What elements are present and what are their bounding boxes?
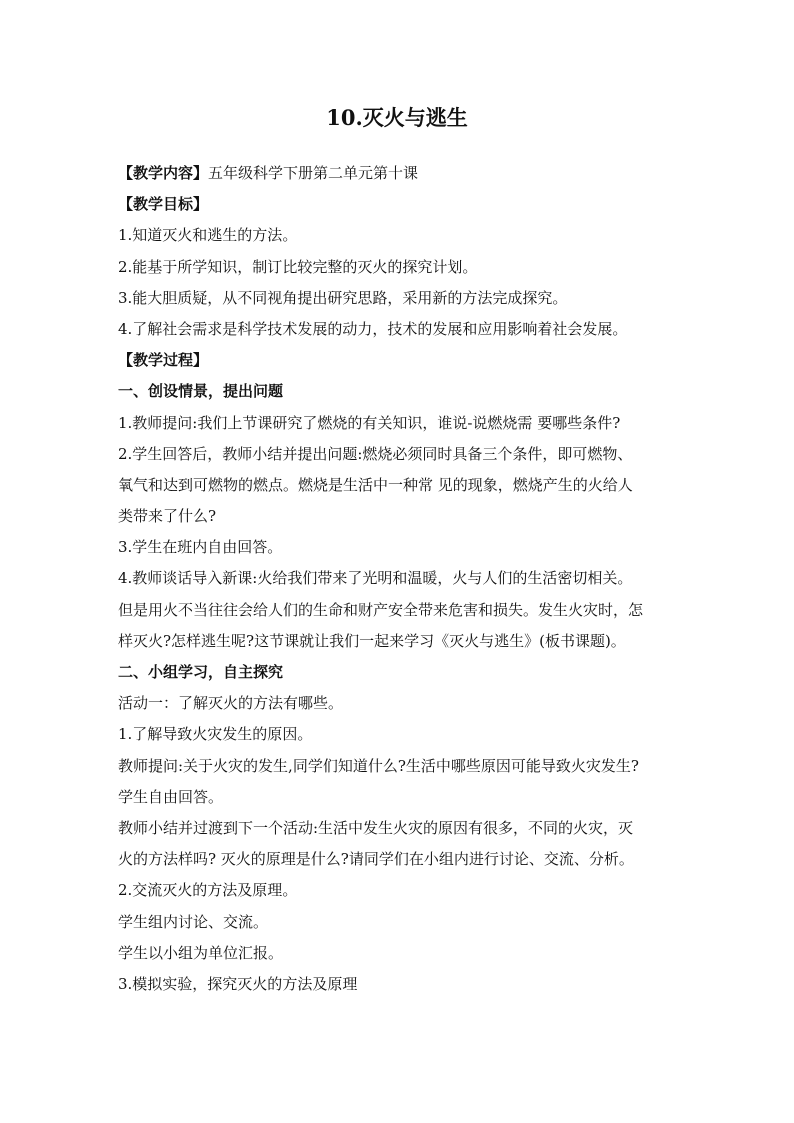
paragraph-line: 2.交流灭火的方法及原理。 [118,881,298,900]
teaching-content-line [118,158,678,189]
paragraph-line: 1.知道灭火和逃生的方法。 [118,226,298,245]
paragraph-line: 类带来了什么? [118,507,217,526]
teaching-content-text: 五年级科学下册第二单元第十课 [208,164,419,182]
document-body [118,158,678,1000]
paragraph-line: 1.了解导致火灾发生的原因。 [118,725,313,744]
paragraph-line: 3.能大胆质疑，从不同视角提出研究思路，采用新的方法完成探究。 [118,288,568,307]
teaching-content-label: 【教学内容】 [118,164,209,182]
paragraph-line: 2.能基于所学知识，制订比较完整的灭火的探究计划。 [118,257,478,276]
paragraph-line: 2.学生回答后，教师小结并提出问题:燃烧必须同时具备三个条件，即可燃物、 [118,444,633,463]
paragraph-line: 样灭火?怎样逃生呢?这节课就让我们一起来学习《灭火与逃生》(板书课题)。 [118,631,626,650]
paragraph-line: 4.了解社会需求是科学技术发展的动力，技术的发展和应用影响着社会发展。 [118,319,628,338]
paragraph-line: 学生组内讨论、交流。 [118,912,269,931]
paragraph-line: 但是用火不当往往会给人们的生命和财产安全带来危害和损失。发生火灾时，怎 [118,600,644,619]
paragraph-line: 火的方法样吗? 灭火的原理是什么?请同学们在小组内进行讨论、交流、分析。 [118,850,634,869]
paragraph-line: 氧气和达到可燃物的燃点。燃烧是生活中一种常 见的现象，燃烧产生的火给人 [118,475,633,494]
paragraph-line: 3.模拟实验，探究灭火的方法及原理 [118,974,358,993]
paragraph-line: 学生自由回答。 [118,787,224,806]
paragraph-line: 教师提问:关于火灾的发生,同学们知道什么?生活中哪些原因可能导致火灾发生? [118,756,639,775]
section-heading: 二、小组学习，自主探究 [118,663,284,681]
page-title: 10.灭火与逃生 [326,105,468,130]
paragraph-line: 4.教师谈话导入新课:火给我们带来了光明和温暖，火与人们的生活密切相关。 [118,569,633,588]
section-heading: 一、创设情景，提出问题 [118,382,284,401]
section-heading: 【教学目标】 [118,195,209,214]
paragraph-line: 3.学生在班内自由回答。 [118,538,283,557]
paragraph-line: 活动一：了解灭火的方法有哪些。 [118,694,344,713]
paragraph-line: 学生以小组为单位汇报。 [118,943,284,962]
paragraph-line: 教师小结并过渡到下一个活动:生活中发生火灾的原因有很多，不同的火灾，灭 [118,818,634,837]
paragraph-line: 1.教师提问:我们上节课研究了燃烧的有关知识，谁说-说燃烧需 要哪些条件? [118,413,621,432]
section-heading: 【教学过程】 [118,351,209,370]
